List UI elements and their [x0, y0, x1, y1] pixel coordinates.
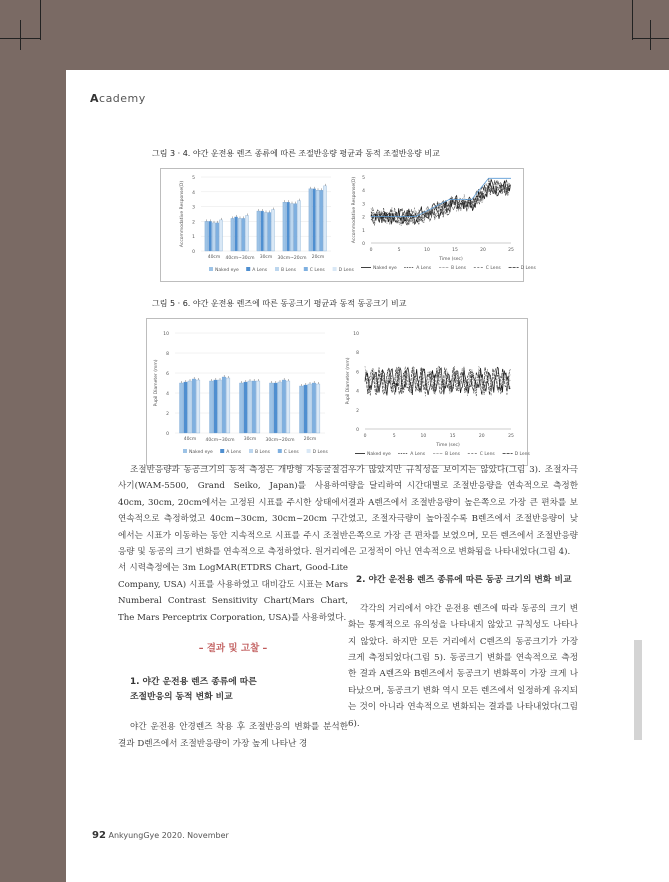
bar: [184, 382, 188, 433]
x-tick-label: 40cm: [207, 255, 221, 260]
y-tick-label: 10: [353, 332, 359, 337]
y-axis-label: Pupil Diameter (mm): [346, 357, 351, 405]
bar: [218, 380, 222, 433]
right-column: [348, 462, 578, 732]
x-tick-label: 40cm~30cm: [205, 438, 235, 443]
x-tick-label: 0: [369, 248, 373, 253]
legend-entry: C Lens: [283, 450, 299, 455]
bar: [216, 223, 219, 251]
figure-1: [160, 168, 536, 282]
y-tick-label: 5: [192, 176, 195, 181]
x-tick-label: 5: [397, 248, 401, 253]
legend-swatch: [246, 267, 250, 271]
y-tick-label: 0: [192, 250, 195, 255]
bar: [308, 384, 312, 433]
x-tick-label: 10: [420, 434, 427, 439]
bar: [210, 381, 214, 433]
legend-entry: D Lens: [520, 266, 536, 271]
bar: [271, 210, 274, 251]
bar: [256, 381, 260, 433]
x-tick-label: 40cm~30cm: [225, 256, 255, 261]
x-tick-label: 10: [424, 248, 430, 253]
legend-entry: D Lens: [338, 268, 354, 273]
bar: [214, 380, 218, 433]
legend-entry: D Lens: [514, 452, 530, 457]
bar: [264, 213, 267, 251]
y-tick-label: 0: [356, 428, 359, 433]
y-tick-label: 8: [166, 352, 169, 357]
x-tick-label: 20: [480, 248, 486, 253]
bar: [270, 383, 274, 433]
crop-mark: [632, 0, 633, 40]
bar: [283, 202, 286, 251]
y-tick-label: 6: [356, 370, 359, 376]
bar: [238, 218, 241, 251]
bar: [240, 383, 244, 433]
page-edge-strip: [634, 640, 642, 740]
x-tick-label: 25: [508, 434, 514, 439]
y-axis-label: Accommodative Response(D): [352, 176, 357, 244]
legend-entry: D Lens: [312, 450, 328, 455]
subsection-title-2: 2. 야간 운전용 렌즈 종류에 따른 동공 크기의 변화 비교: [356, 575, 572, 586]
legend-entry: Naked eye: [189, 450, 213, 455]
x-tick-label: 30cm~20cm: [277, 256, 307, 261]
bar: [309, 189, 312, 251]
legend-swatch: [275, 267, 279, 271]
bar: [261, 211, 264, 251]
bar: [268, 213, 271, 251]
y-tick-label: 3: [192, 205, 195, 211]
x-tick-label: 15: [452, 248, 458, 253]
legend-entry: C Lens: [485, 266, 501, 271]
page-number: 92: [92, 830, 106, 841]
bar: [205, 221, 208, 251]
bar: [274, 383, 278, 433]
x-tick-label: 20cm: [303, 437, 317, 442]
legend-entry: A Lens: [410, 452, 426, 457]
bar: [286, 381, 290, 433]
bar: [297, 201, 300, 251]
bar: [245, 215, 248, 251]
bar: [304, 385, 308, 433]
legend-swatch: [249, 449, 253, 453]
left-sidebar-band: [0, 70, 66, 882]
legend-entry: Naked eye: [367, 452, 391, 457]
crop-mark: [650, 20, 651, 50]
legend-entry: A Lens: [416, 266, 432, 271]
y-tick-label: 5: [362, 176, 365, 181]
bar: [209, 221, 212, 251]
legend-swatch: [333, 267, 337, 271]
crop-mark: [0, 38, 40, 39]
bar: [312, 383, 316, 433]
legend-swatch: [183, 449, 187, 453]
subsection-title-line: 1. 야간 운전용 렌즈 종류에 따른: [130, 677, 257, 688]
footer-text: AnkyungGye 2020. November: [108, 831, 229, 840]
bar: [290, 204, 293, 251]
legend-swatch: [220, 449, 224, 453]
bar: [278, 382, 282, 433]
crop-mark: [40, 0, 41, 40]
legend-swatch: [304, 267, 308, 271]
x-tick-label: 30cm: [243, 437, 257, 442]
bar: [212, 223, 215, 251]
y-tick-label: 1: [192, 235, 195, 241]
legend-entry: C Lens: [479, 452, 495, 457]
bar: [248, 381, 252, 433]
subsection-title-line: 조절반응의 동적 변화 비교: [130, 692, 233, 703]
bar: [252, 381, 256, 433]
bar: [231, 218, 234, 251]
x-tick-label: 40cm: [183, 437, 197, 442]
y-tick-label: 3: [362, 202, 365, 208]
x-axis-label: Time (sec): [436, 443, 460, 448]
section-title: – 결과 및 고찰 –: [198, 643, 268, 655]
subsection-title-1: [130, 675, 348, 705]
bar: [320, 190, 323, 251]
bar: [316, 384, 320, 433]
y-tick-label: 0: [166, 432, 169, 437]
series-line: [365, 367, 510, 395]
x-tick-label: 30cm~20cm: [265, 438, 295, 443]
legend-entry: B Lens: [451, 266, 466, 271]
bar: [192, 379, 196, 433]
bar: [242, 218, 245, 251]
legend-swatch: [307, 449, 311, 453]
top-band: [0, 0, 669, 70]
y-tick-label: 10: [163, 332, 169, 337]
left-column: [118, 462, 348, 752]
y-tick-label: 2: [356, 408, 359, 414]
bar: [257, 211, 260, 251]
y-tick-label: 4: [362, 189, 365, 195]
legend-entry: B Lens: [445, 452, 460, 457]
paragraph: 조절반응량과 동공크기의 동적 측정은 개방형 자동굴절검사기(WAM-5500, Grand Seiko, Japan)를 사용하여 40cm, 30cm, 20cm에서는 고정된 시표를 주시한 상태에서 연속적으로 측정하였고 40cm~30cm, 30cm~20cm 구간에서는 시표가 이동하는 동안 지속적으로 시표를 주시 조절반응량 및 동공의 크기 변화를 연속적으로 측정하였다. 원거리에서 시력측정에는 3m LogMAR(ETDRS Chart, Good-Lite Company, USA) 시표를 사용하였고 대비감도 시표는 Mars Numberal Contrast Sensitivity Chart(Mars Chart, The Mars Perceptrix Corporation, USA)를 사용하였다.: [118, 465, 348, 623]
bar: [300, 386, 304, 433]
bar: [235, 217, 238, 251]
legend-swatch: [278, 449, 282, 453]
figure-2-svg: [147, 319, 530, 465]
y-tick-label: 4: [166, 392, 169, 397]
bar: [222, 377, 226, 433]
x-tick-label: 30cm: [259, 255, 273, 260]
bar: [323, 186, 326, 251]
section-header: Academy: [90, 92, 146, 105]
y-tick-label: 8: [356, 351, 359, 357]
y-tick-label: 6: [166, 372, 169, 377]
legend-entry: B Lens: [281, 268, 296, 273]
figure-caption-2: 그림 5 · 6. 야간 운전용 렌즈에 따른 동공크기 평균과 동적 동공크기 비교: [152, 299, 407, 308]
legend-entry: A Lens: [252, 268, 268, 273]
x-tick-label: 20cm: [311, 255, 325, 260]
figure-caption-1: 그림 3 · 4. 야간 운전용 렌즈 종류에 따른 조절반응량 평균과 동적 조절반응량 비교: [152, 149, 440, 158]
legend-entry: Naked eye: [373, 266, 397, 271]
bar: [180, 383, 184, 433]
y-axis-label: Accommodative Response(D): [180, 180, 185, 248]
y-axis-label: Pupil Diameter (mm): [154, 359, 159, 407]
y-tick-label: 2: [166, 412, 169, 417]
bar: [316, 190, 319, 251]
figure-2: [146, 318, 528, 466]
figure-1-svg: [161, 169, 536, 281]
bar: [196, 380, 200, 433]
paragraph: 우가 많았지만 규칙성을 보이지는 않았다(그림 3). 조절자극량을 달리하여 시간대별로 조절반응량을 연속적으로 측정한 결과 A렌즈에서 조절반응량이 높은쪽으로 가장 큰 편차를 보였고, 조절자극량이 높아질수록 B렌즈에서 조절반응량이 낮은쪽으로 가장 큰 편차를 보였으며, 모든 렌즈에서 조절반응량은 고정적이 아닌 연속적으로 변화됨을 나타내었다(그림 4).: [348, 465, 578, 558]
x-tick-label: 0: [363, 434, 367, 439]
x-axis-label: Time (sec): [439, 257, 463, 262]
paragraph: 각각의 거리에서 야간 운전용 렌즈에 따라 동공의 크기 변화는 통계적으로 유의성을 나타내지 않았고 규칙성도 나타나지 않았다. 하지만 모든 거리에서 C렌즈의 동공크기가 가장 크게 측정되었다(그림 5). 동공크기 변화를 연속적으로 측정한 결과 A렌즈와 B렌즈에서 동공크기 변화폭이 가장 크게 나타났으며, 동공크기 변화 역시 모든 렌즈에서 일정하게 유지되는 것이 아니라 연속적으로 변화되는 결과를 나타내었다(그림 6).: [348, 603, 578, 729]
x-tick-label: 20: [478, 434, 485, 439]
y-tick-label: 1: [362, 228, 365, 234]
x-tick-label: 15: [449, 434, 456, 439]
bar: [219, 220, 222, 251]
bar: [244, 382, 248, 433]
legend-swatch: [209, 267, 213, 271]
page-footer: [92, 830, 229, 841]
y-tick-label: 4: [356, 389, 359, 395]
x-tick-label: 5: [392, 434, 396, 439]
bar: [294, 204, 297, 251]
bar: [226, 378, 230, 433]
crop-mark: [20, 20, 21, 50]
bar: [188, 381, 192, 433]
paragraph: 야간 운전용 안경렌즈 착용 후 조절반응의 변화를 분석한 결과 D렌즈에서 조절반응량이 가장 높게 나타난 경: [118, 722, 348, 749]
legend-entry: C Lens: [309, 268, 325, 273]
legend-entry: Naked eye: [215, 268, 239, 273]
y-tick-label: 0: [362, 242, 365, 247]
bar: [282, 380, 286, 433]
bar: [313, 189, 316, 251]
y-tick-label: 2: [362, 215, 365, 221]
bar: [287, 202, 290, 251]
y-tick-label: 4: [192, 190, 195, 196]
legend-entry: A Lens: [226, 450, 242, 455]
y-tick-label: 2: [192, 220, 195, 226]
legend-entry: B Lens: [255, 450, 270, 455]
x-tick-label: 25: [508, 248, 514, 253]
